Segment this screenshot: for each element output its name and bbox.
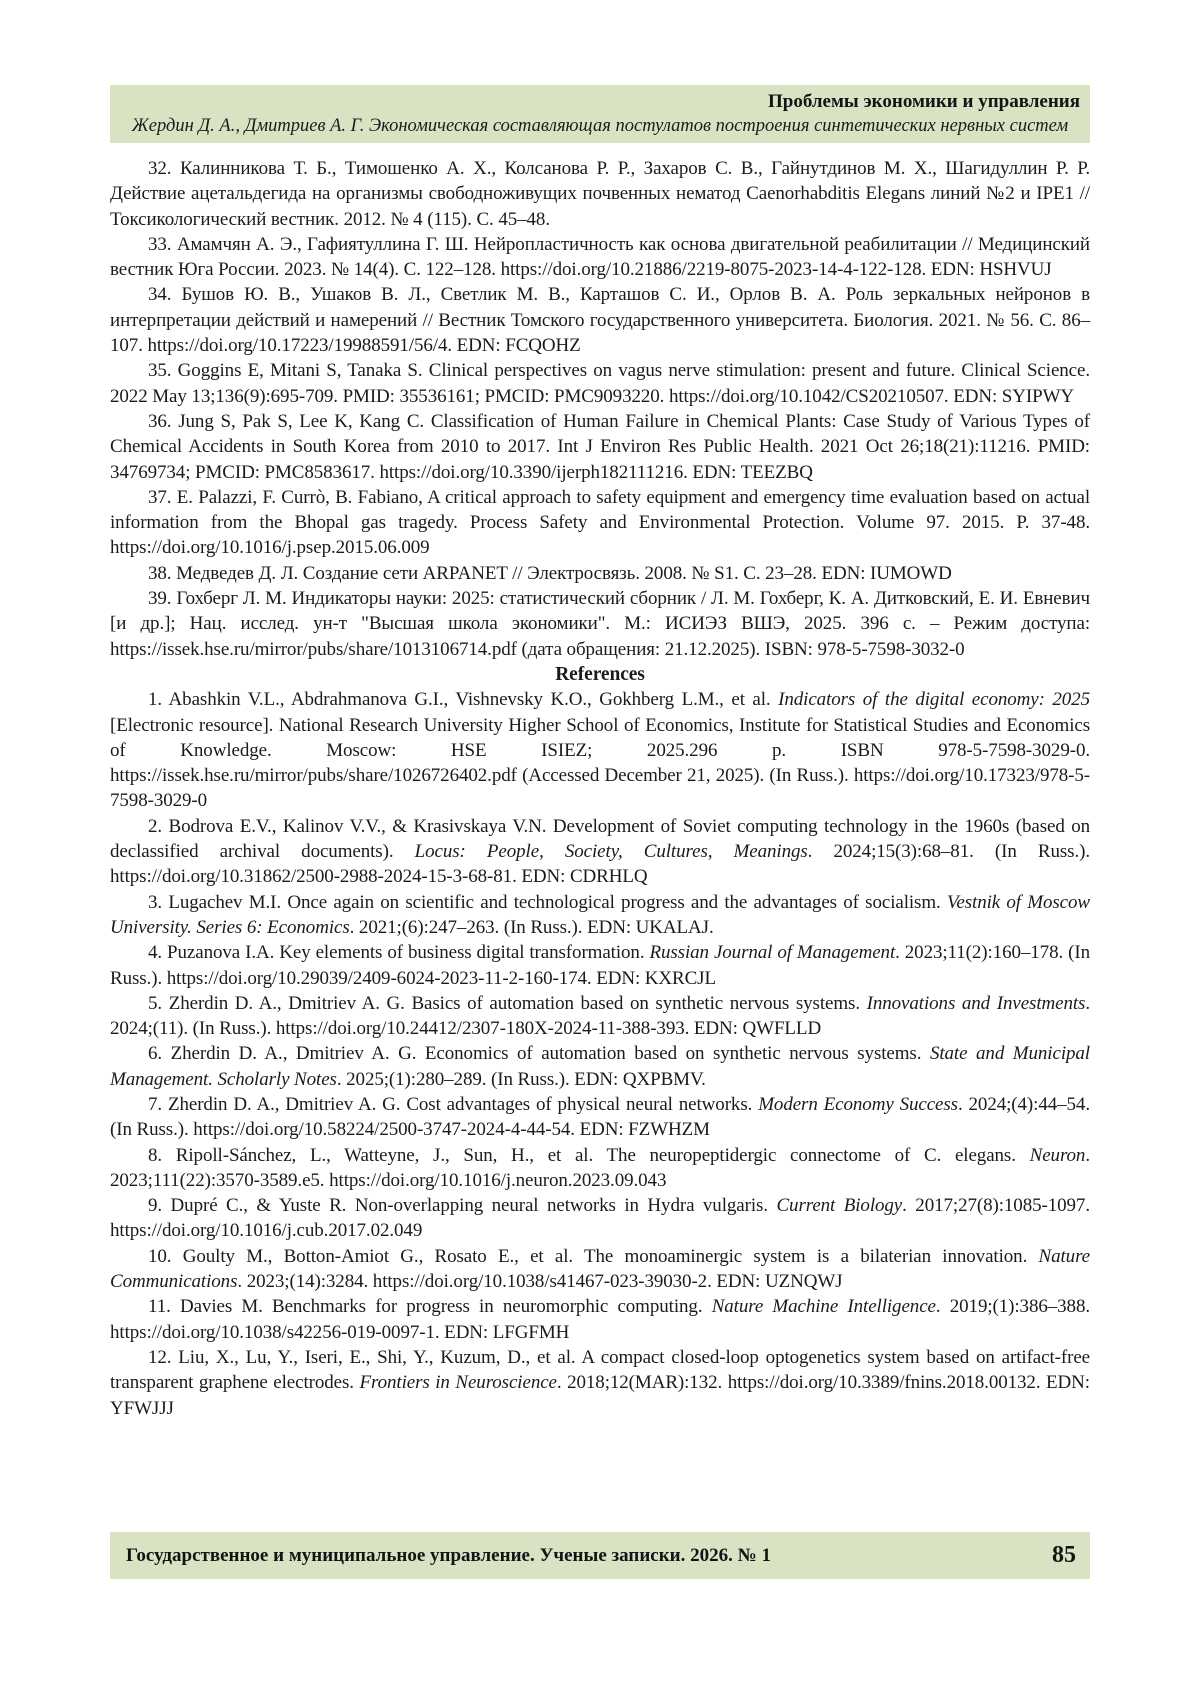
reference-journal-title: Russian Journal of Management	[649, 942, 896, 964]
header-running-title: Жердин Д. А., Дмитриев А. Г. Экономическая составляющая постулатов построения синтетических нервных систем	[131, 116, 1069, 136]
reference-text: 37. E. Palazzi, F. Currò, B. Fabiano, A critical approach to safety equipment and emergency time evaluation based on actual information from the Bhopal gas tragedy. Process Safety and Environmental Protection. Volume 97. 2015. P. 37-48. https://doi.org/10.1016/j.psep.2015.06.009	[110, 486, 1090, 559]
reference-text: . 2019;(1):386–388. https://doi.org/10.1038/s42256-019-0097-1. EDN: LFGFMH	[110, 1296, 1091, 1343]
reference-journal-title: Nature Machine Intelligence	[711, 1296, 936, 1318]
reference-journal-title: Locus: People, Society, Cultures, Meanings	[414, 841, 808, 863]
reference-item	[110, 1041, 1090, 1092]
reference-text: 3. Lugachev M.I. Once again on scientific and technological progress and the advantages of socialism.	[148, 891, 947, 913]
reference-journal-title: Modern Economy Success	[758, 1093, 958, 1115]
reference-text: 1. Abashkin V.L., Abdrahmanova G.I., Vishnevsky K.O., Gokhberg L.M., et al.	[148, 689, 779, 711]
reference-text: 5. Zherdin D. A., Dmitriev A. G. Basics of automation based on synthetic nervous systems.	[148, 992, 867, 1014]
reference-text: . 2024;(4):44–54. (In Russ.). https://doi.org/10.58224/2500-3747-2024-4-44-54. EDN: FZWHZM	[110, 1093, 1090, 1141]
reference-text: 38. Медведев Д. Л. Создание сети ARPANET // Электросвязь. 2008. № S1. С. 23–28. EDN: IUMOWD	[148, 562, 952, 584]
reference-text: 9. Dupré C., & Yuste R. Non-overlapping neural networks in Hydra vulgaris.	[148, 1195, 777, 1217]
reference-text: [Electronic resource]. National Research University Higher School of Economics, Institute for Statistical Studies and Economics of Knowledge. Moscow: HSE ISIEZ; 2025.296 p. ISBN 978-5-7598-3029-0. https://issek.hse.ru/mirror/pubs/share/1026726402.pdf (Accessed December 21, 2025). (In Russ.). https://doi.org/10.17323/978-5-7598-3029-0	[110, 714, 1090, 812]
reference-item	[110, 282, 1090, 358]
reference-journal-title: Current Biology	[776, 1195, 903, 1217]
reference-text: 10. Goulty M., Botton-Amiot G., Rosato E., et al. The monoaminergic system is a bilaterian innovation.	[148, 1245, 1039, 1267]
reference-text: . 2024;(11). (In Russ.). https://doi.org/10.24412/2307-180X-2024-11-388-393. EDN: QWFLLD	[110, 992, 1090, 1040]
reference-text: 39. Гохберг Л. М. Индикаторы науки: 2025: статистический сборник / Л. М. Гохберг, К. А. Дитковский, Е. И. Евневич [и др.]; Нац. исслед. ун-т "Высшая школа экономики". М.: ИСИЭЗ ВШЭ, 2025. 396 с. – Режим доступа: https://issek.hse.ru/mirror/pubs/share/1013106714.pdf (дата обращения: 21.12.2025). ISBN: 978-5-7598-3032-0	[110, 588, 1090, 660]
reference-journal-title: Nature Communications	[110, 1245, 1090, 1293]
reference-text: 4. Puzanova I.A. Key elements of business digital transformation.	[148, 942, 650, 964]
reference-text: 12. Liu, X., Lu, Y., Iseri, E., Shi, Y., Kuzum, D., et al. A compact closed-loop optogenetics system based on artifact-free transparent graphene electrodes.	[110, 1346, 1090, 1394]
reference-text: 36. Jung S, Pak S, Lee K, Kang C. Classification of Human Failure in Chemical Plants: Case Study of Various Types of Chemical Accidents in South Korea from 2010 to 2017. Int J Environ Res Public Health. 2021 Oct 26;18(21):11216. PMID: 34769734; PMCID: PMC8583617. https://doi.org/10.3390/ijerph182111216. EDN: TEEZBQ	[110, 410, 1090, 483]
reference-text: 2. Bodrova E.V., Kalinov V.V., & Krasivskaya V.N. Development of Soviet computing technology in the 1960s (based on declassified archival documents).	[110, 815, 1090, 863]
reference-text: 7. Zherdin D. A., Dmitriev A. G. Cost advantages of physical neural networks.	[148, 1093, 759, 1115]
reference-item	[110, 1193, 1090, 1244]
reference-item	[110, 232, 1090, 283]
reference-item	[110, 814, 1090, 890]
reference-text: 35. Goggins E, Mitani S, Tanaka S. Clinical perspectives on vagus nerve stimulation: present and future. Clinical Science. 2022 May 13;136(9):695-709. PMID: 35536161; PMCID: PMC9093220. https://doi.org/10.1042/CS20210507. EDN: SYIPWY	[110, 360, 1090, 407]
reference-item	[110, 1345, 1090, 1421]
reference-item	[110, 485, 1090, 561]
page-number: 85	[1052, 1542, 1076, 1568]
reference-text: 8. Ripoll-Sánchez, L., Watteyne, J., Sun, H., et al. The neuropeptidergic connectome of C. elegans.	[148, 1144, 1030, 1166]
reference-item	[110, 991, 1090, 1042]
russian-references-list	[110, 156, 1090, 662]
reference-item	[110, 409, 1090, 485]
reference-journal-title: Vestnik of Moscow University. Series 6: Economics	[110, 891, 1090, 938]
references-heading: References	[555, 663, 645, 685]
reference-item	[110, 156, 1090, 232]
reference-journal-title: Indicators of the digital economy: 2025	[778, 689, 1090, 711]
reference-journal-title: Neuron	[1029, 1144, 1086, 1166]
reference-item	[110, 687, 1090, 813]
page-footer-band	[110, 1532, 1090, 1579]
reference-text: 33. Амамчян А. Э., Гафиятуллина Г. Ш. Нейропластичность как основа двигательной реабилитации // Медицинский вестник Юга России. 2023. № 14(4). С. 122–128. https://doi.org/10.21886/2219-8075-2023-14-4-122-128. EDN: HSHVUJ	[110, 233, 1090, 281]
english-references-list	[110, 687, 1090, 1421]
reference-item	[110, 940, 1090, 991]
reference-text: 11. Davies M. Benchmarks for progress in neuromorphic computing.	[148, 1296, 712, 1318]
reference-text: 32. Калинникова Т. Б., Тимошенко А. Х., Колсанова Р. Р., Захаров С. В., Гайнутдинов М. Х., Шагидуллин Р. Р. Действие ацетальдегида на организмы свободноживущих почвенных нематод Caenorhabditis Elegans линий №2 и IPE1 // Токсикологический вестник. 2012. № 4 (115). С. 45–48.	[110, 158, 1090, 230]
reference-text: . 2023;11(2):160–178. (In Russ.). https://doi.org/10.29039/2409-6024-2023-11-2-160-174. EDN: KXRCJL	[110, 942, 1090, 989]
reference-item	[110, 561, 1090, 586]
reference-item	[110, 1143, 1090, 1194]
reference-item	[110, 1294, 1090, 1345]
reference-text: 34. Бушов Ю. В., Ушаков В. Л., Светлик М. В., Карташов С. И., Орлов В. А. Роль зеркальных нейронов в интерпретации действий и намерений // Вестник Томского государственного университета. Биология. 2021. № 56. С. 86–107. https://doi.org/10.17223/19988591/56/4. EDN: FCQOHZ	[110, 284, 1090, 357]
reference-journal-title: State and Municipal Management. Scholarly Notes	[110, 1043, 1090, 1090]
reference-text: 6. Zherdin D. A., Dmitriev A. G. Economics of automation based on synthetic nervous systems.	[148, 1043, 930, 1065]
reference-text: . 2023;(14):3284. https://doi.org/10.1038/s41467-023-39030-2. EDN: UZNQWJ	[237, 1271, 843, 1293]
reference-item	[110, 1092, 1090, 1143]
reference-item	[110, 586, 1090, 662]
reference-text: . 2023;111(22):3570-3589.e5. https://doi.org/10.1016/j.neuron.2023.09.043	[110, 1144, 1090, 1191]
reference-text: . 2018;12(MAR):132. https://doi.org/10.3389/fnins.2018.00132. EDN: YFWJJJ	[110, 1372, 1090, 1419]
header-section-title: Проблемы экономики и управления	[767, 91, 1080, 112]
reference-item	[110, 890, 1090, 941]
reference-item	[110, 1244, 1090, 1295]
reference-text: . 2024;15(3):68–81. (In Russ.). https://doi.org/10.31862/2500-2988-2024-15-3-68-81. EDN: CDRHLQ	[110, 841, 1090, 888]
reference-journal-title: Frontiers in Neuroscience	[359, 1372, 557, 1394]
reference-journal-title: Innovations and Investments	[866, 992, 1086, 1014]
reference-text: . 2021;(6):247–263. (In Russ.). EDN: UKALAJ.	[349, 916, 714, 938]
reference-text: . 2017;27(8):1085-1097. https://doi.org/10.1016/j.cub.2017.02.049	[110, 1195, 1090, 1242]
reference-text: . 2025;(1):280–289. (In Russ.). EDN: QXPBMV.	[336, 1068, 706, 1090]
reference-item	[110, 358, 1090, 409]
references-content	[110, 156, 1090, 1421]
footer-journal-title: Государственное и муниципальное управление. Ученые записки. 2026. № 1	[126, 1544, 771, 1566]
page-header-band	[110, 85, 1090, 143]
